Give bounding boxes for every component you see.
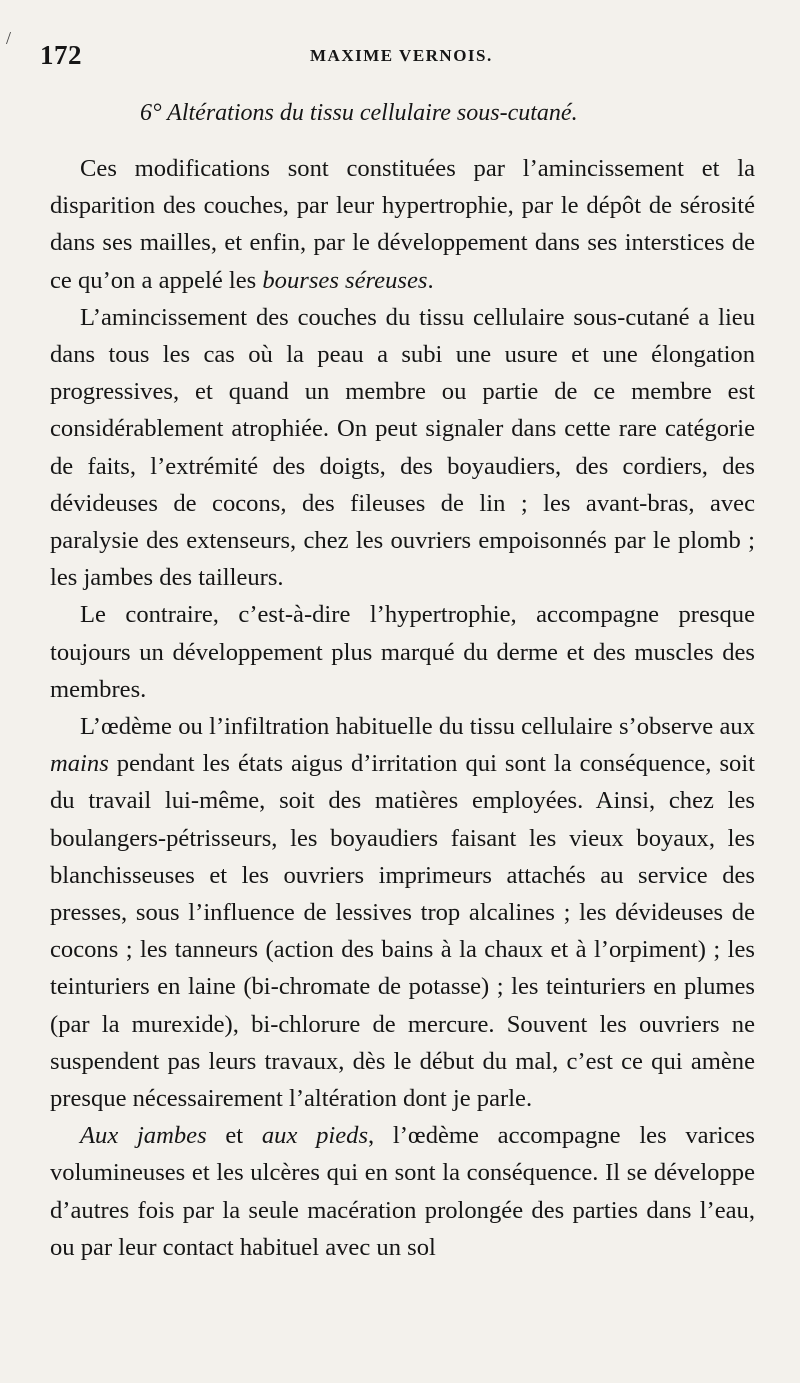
paragraph-1-emphasis: bourses séreuses bbox=[262, 266, 428, 294]
section-title: 6° Altérations du tissu cellulaire sous-cutané. bbox=[140, 100, 578, 126]
body-text bbox=[50, 150, 755, 1266]
paragraph-2-text: L’amincissement des couches du tissu cellulaire sous-cutané a lieu dans tous les cas où la peau a subi une usure et une élongation progressives, et quand un membre ou partie de ce membre est considérablement atrophiée. On peut signaler dans cette rare catégorie de faits, l’extrémité des doigts, des boyaudiers, des cordiers, des dévideuses de cocons, des fileuses de lin ; les avant-bras, avec paralysie des extenseurs, chez les ouvriers empoisonnés par le plomb ; les jambes des tailleurs. bbox=[50, 303, 755, 592]
paragraph-1 bbox=[50, 150, 755, 299]
paragraph-1-text-a: Ces modifications sont constituées par l’amincissement et la disparition des couches, par leur hypertrophie, par le dépôt de sérosité dans ses mailles, et enfin, par le développement dans ses interstices de ce qu’on a appelé les bbox=[50, 155, 755, 294]
paragraph-4-text-b: pendant les états aigus d’irritation qui sont la conséquence, soit du travail lui-même, soit des matières employées. Ainsi, chez les boulangers-pétrisseurs, les boyaudiers faisant les vieux boyaux, les blanchisseuses et les ouvriers imprimeurs attachés au service des presses, sous l’influence de lessives trop alcalines ; les dévideuses de cocons ; les tanneurs (action des bains à la chaux et à l’orpiment) ; les teinturiers en laine (bi-chromate de potasse) ; les teinturiers en plumes (par la murexide), bi-chlorure de mercure. Souvent les ouvriers ne suspendent pas leurs travaux, dès le début du mal, c’est ce qui amène presque nécessairement l’altération dont je parle. bbox=[50, 750, 755, 1113]
paragraph-3 bbox=[50, 596, 755, 708]
paragraph-2 bbox=[50, 299, 755, 597]
paragraph-5-text-a: et bbox=[206, 1122, 262, 1150]
paragraph-5-text-b: , l’œdème accompagne les varices volumineuses et les ulcères qui en sont la conséquence. Il se développe d’autres fois par la seule macération prolongée des parties dans l’eau, ou par leur contact habituel avec un sol bbox=[50, 1122, 756, 1261]
paragraph-3-text: Le contraire, c’est-à-dire l’hypertrophie, accompagne presque toujours un développement plus marqué du derme et des muscles des membres. bbox=[50, 601, 755, 703]
paragraph-5 bbox=[50, 1117, 755, 1266]
page-number: 172 bbox=[40, 40, 82, 70]
paragraph-4 bbox=[50, 708, 755, 1117]
paragraph-4-text-a: L’œdème ou l’infiltration habituelle du tissu cellulaire s’observe aux bbox=[80, 713, 755, 741]
page-header bbox=[40, 40, 750, 80]
paragraph-4-emphasis: mains bbox=[50, 750, 109, 778]
paragraph-1-text-b: . bbox=[427, 266, 434, 294]
paragraph-5-emphasis-b: aux pieds bbox=[261, 1122, 369, 1150]
margin-mark: / bbox=[6, 28, 12, 48]
running-head: MAXIME VERNOIS. bbox=[310, 46, 493, 65]
paragraph-5-emphasis-a: Aux jambes bbox=[80, 1122, 207, 1150]
